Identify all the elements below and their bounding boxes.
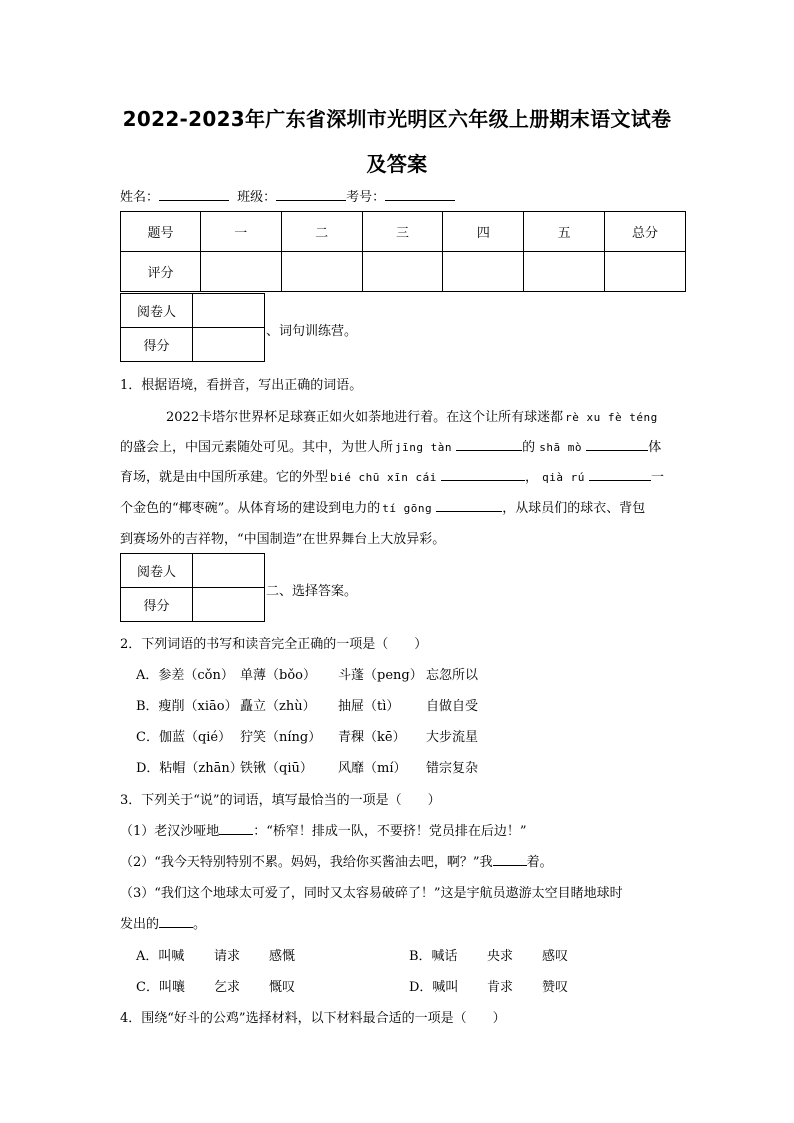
exam-number-blank[interactable] — [385, 188, 455, 201]
q2-option-c-word-1: C．伽蓝（qié） — [136, 730, 232, 745]
q2-option-a-word-3: 斗蓬（peng） — [338, 668, 423, 683]
q2-option-c-word-4: 大步流星 — [426, 730, 479, 745]
q3-option-d-word-3: 赞叹 — [542, 980, 569, 995]
q3-option-a[interactable] — [136, 945, 295, 964]
score-row-label: 评分 — [121, 252, 201, 292]
q2-option-c-word-2: 狞笑（níng） — [240, 730, 322, 745]
q3-option-a-word-3: 感慨 — [269, 949, 296, 964]
q3-option-c-word-1: C．叫嚷 — [136, 980, 185, 995]
q1-text-2a: 的盛会上，中国元素随处可见。其中，为世人所 — [120, 440, 394, 455]
q3-s3b-start: 发出的 — [120, 917, 160, 932]
q1-text-2c: 的 — [522, 440, 536, 455]
q1-paragraph-line-5: 到赛场外的吉祥物，“中国制造”在世界舞台上大放异彩。 — [120, 532, 446, 547]
q3-blank-1[interactable] — [219, 822, 253, 835]
q3-s1-start: （1）老汉沙哑地 — [120, 824, 220, 839]
q1-text-3a: 育场，就是由中国所承建。它的外型 — [120, 470, 329, 485]
q3-s2-end: 着。 — [526, 855, 553, 870]
q1-text-2e: 体 — [648, 440, 662, 455]
q1-text-1a: 2022卡塔尔世界杯足球赛正如火如荼地进行着。在这个让所有球迷都 — [166, 410, 564, 425]
q3-sentence-3-cont — [120, 913, 206, 932]
q1-blank-shamo[interactable] — [586, 438, 648, 451]
q2-option-a-word-2: 单薄（bǒo） — [240, 668, 316, 683]
q3-s1-end: ：“桥窄！排成一队，不要挤！党员排在后边！” — [253, 824, 527, 839]
q1-pinyin-1: rè xu fè téng — [565, 411, 658, 424]
score-cell[interactable] — [200, 252, 281, 292]
q1-blank-tigong[interactable] — [436, 499, 502, 512]
q3-s2-start: （2）“我今天特别特别不累。妈妈，我给你买酱油去吧，啊？”我 — [120, 855, 493, 870]
score-col-5: 五 — [524, 212, 605, 252]
q1-paragraph-line-2 — [120, 436, 661, 455]
class-blank[interactable] — [276, 188, 346, 201]
q3-option-a-word-2: 请求 — [214, 949, 241, 964]
q1-text-4c: ，从球员们的球衣、背包 — [502, 501, 646, 516]
score-col-1: 一 — [200, 212, 281, 252]
class-label: 班级： — [237, 190, 277, 205]
q3-blank-3[interactable] — [159, 915, 193, 928]
exam-title-line2: 及答案 — [366, 152, 428, 176]
score-cell[interactable] — [281, 252, 362, 292]
score-col-total: 总分 — [605, 212, 686, 252]
q1-blank-qiaru[interactable] — [589, 468, 651, 481]
q2-option-b-word-2: 矗立（zhù） — [240, 699, 316, 714]
score-cell[interactable] — [524, 252, 605, 292]
q3-option-b-word-2: 央求 — [487, 949, 514, 964]
score-header-label: 题号 — [121, 212, 201, 252]
score-cell[interactable] — [443, 252, 524, 292]
q2-option-a-word-4: 忘忽所以 — [426, 668, 479, 683]
q3-option-a-word-1: A．叫喊 — [136, 949, 185, 964]
reader-cell[interactable] — [193, 294, 265, 328]
q1-pinyin-6: tí gōng — [382, 502, 433, 515]
q3-option-b-word-3: 感叹 — [542, 949, 569, 964]
q2-option-d[interactable] — [136, 757, 478, 776]
question-3-stem: 3．下列关于“说”的词语，填写最恰当的一项是（ ） — [120, 793, 441, 808]
exam-number-label: 考号： — [346, 190, 386, 205]
q1-pinyin-3: shā mò — [539, 441, 583, 454]
q3-option-d-word-1: D．喊叫 — [409, 980, 459, 995]
score-col-3: 三 — [362, 212, 443, 252]
q2-option-d-word-1: D．粘帽（zhān） — [136, 761, 243, 776]
reader-label: 阅卷人 — [121, 294, 193, 328]
question-1-stem: 1．根据语境，看拼音，写出正确的词语。 — [120, 378, 363, 393]
exam-title-line1: 2022-2023年广东省深圳市光明区六年级上册期末语文试卷 — [122, 107, 672, 131]
q3-s3b-end: 。 — [193, 917, 207, 932]
section-1-title: 、词句训练营。 — [266, 324, 358, 339]
q2-option-a-word-1: A．参差（cǒn） — [136, 668, 234, 683]
question-4-stem: 4．围绕“好斗的公鸡”选择材料，以下材料最合适的一项是（ ） — [120, 1011, 506, 1026]
score-value-cell[interactable] — [193, 328, 265, 362]
score-col-2: 二 — [281, 212, 362, 252]
q3-sentence-1 — [120, 820, 527, 839]
q2-option-b-word-1: B．瘦削（xiāo） — [136, 699, 238, 714]
q3-sentence-3: （3）“我们这个地球太可爱了，同时又太容易破碎了！”这是宇航员遨游太空目睹地球时 — [120, 886, 623, 901]
q3-option-c[interactable] — [136, 976, 295, 995]
student-info-line — [120, 186, 455, 205]
score-col-4: 四 — [443, 212, 524, 252]
q3-option-b[interactable] — [409, 945, 568, 964]
q1-pinyin-5: qià rú — [542, 471, 585, 484]
q2-option-d-word-4: 错宗复杂 — [426, 761, 479, 776]
q2-option-d-word-3: 风靡（mí） — [338, 761, 407, 776]
q3-option-c-word-3: 慨叹 — [269, 980, 296, 995]
q1-paragraph-line-3 — [120, 466, 664, 485]
q1-blank-jingtan[interactable] — [456, 438, 522, 451]
q1-pinyin-4: bié chū xīn cái — [330, 471, 437, 484]
score-cell[interactable] — [362, 252, 443, 292]
q3-sentence-2 — [120, 851, 553, 870]
q1-paragraph-line-1 — [166, 406, 658, 425]
name-blank[interactable] — [159, 188, 229, 201]
name-label: 姓名： — [120, 190, 160, 205]
reader-label: 阅卷人 — [121, 554, 193, 588]
score-label: 得分 — [121, 588, 193, 622]
q2-option-b[interactable] — [136, 695, 478, 714]
q3-option-b-word-1: B．喊话 — [409, 949, 458, 964]
q1-text-3e: 一 — [651, 470, 665, 485]
q1-text-3c: ， — [525, 470, 539, 485]
score-value-cell[interactable] — [193, 588, 265, 622]
q2-option-c[interactable] — [136, 726, 478, 745]
q1-blank-biechuxincai[interactable] — [441, 468, 525, 481]
q2-option-c-word-3: 青稞（kē） — [338, 730, 406, 745]
q1-text-4a: 个金色的“椰枣碗”。从体育场的建设到电力的 — [120, 501, 381, 516]
q2-option-d-word-2: 铁锹（qiū） — [240, 761, 313, 776]
q1-paragraph-line-4 — [120, 497, 645, 516]
reader-box-1 — [120, 293, 265, 362]
reader-box-2 — [120, 553, 265, 622]
q3-option-c-word-2: 乞求 — [214, 980, 241, 995]
q2-option-b-word-3: 抽屉（tì） — [338, 699, 400, 714]
q3-blank-2[interactable] — [493, 853, 527, 866]
score-cell[interactable] — [605, 252, 686, 292]
q3-option-d[interactable] — [409, 976, 568, 995]
score-table — [120, 211, 686, 292]
q3-option-d-word-2: 肯求 — [487, 980, 514, 995]
score-label: 得分 — [121, 328, 193, 362]
question-2-stem: 2．下列词语的书写和读音完全正确的一项是（ ） — [120, 637, 428, 652]
q2-option-a[interactable] — [136, 664, 478, 683]
q1-pinyin-2: jīng tàn — [395, 441, 452, 454]
reader-cell[interactable] — [193, 554, 265, 588]
q2-option-b-word-4: 自做自受 — [426, 699, 479, 714]
section-2-title: 二、选择答案。 — [266, 584, 358, 599]
